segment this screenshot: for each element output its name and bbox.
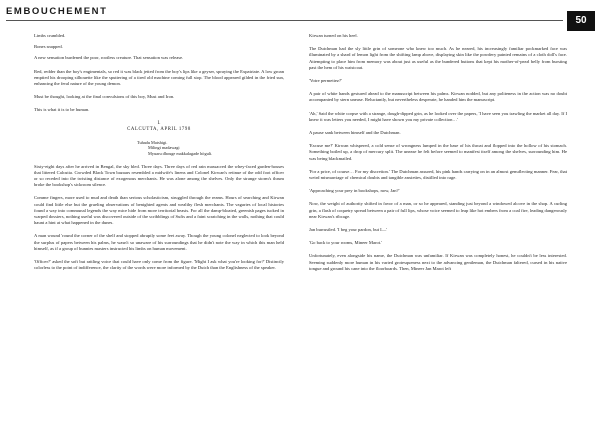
verse-line: Myuaru dhouge makkalagade höguli. [148,151,213,156]
chapter-caption: CALCUTTA, APRIL 1798 [127,127,191,133]
page-number: 50 [567,11,595,31]
book-title: EMBOUCHEMENT [6,6,108,17]
paragraph: This is what it is to be human. [34,107,90,113]
paragraph: The Dutchman had the sly little grin of someone who knew too much. As he neared, his increasingly familiar pockmarked face was illuminated by a shard of lemon light from the shifting lamp above, displaying skin like the powdery painted remains of a cloth doll's face. Attempting to place him from memory was about just as useful as the bundered buttons that kept his mother-of-pearl belly from bursting past the hem of his waistcoat. [309,46,567,70]
paragraph: Unfortunately, even alongside his name, the Dutchman was unfamiliar. If Kirwan was completely honest, he couldn't be less interested. Seeming suddenly more human in his varied grotesqueness next to the advancing gentleman, the Dutchman faltered, cursed in his native tongue and ground his cane into the floorboards. Then, Mineer Jan Marot left [309,253,567,271]
right-column [309,33,567,279]
paragraph: Now, the weight of authority shifted in favor of a man, or so he appeared, standing just beyond a windowed alcove in the shop. A curling grin, a flash of coquetry spread between a pair of full lips, whose voice seemed to leap like hot embers from a coal fire, leading dangerously near Kirwan's ribcage. [309,201,567,219]
paragraph: A pair of white hands gestured ahead to the manuscript between his palms. Kirwan nodded, but any politeness in the action was no doubt accompanied by stern unease. Reluctantly, but nevertheless desperate, he handed him the manuscript. [309,91,567,103]
chapter-heading [34,121,284,134]
paragraph: 'For a price, of course… For my discretion.' The Dutchman assured, his pink hands carrying on in an almost genuflecting manner. Fear, that weird mismarriage of chemical doubts and tangible anxieties, distilled into rage. [309,168,567,181]
paragraph: 'Votre permettez?' [309,78,342,84]
paragraph: Limbs crumbled. [34,33,66,38]
paragraph: Bones snapped. [34,44,63,50]
chapter-number: I. [157,120,161,126]
epigraph-verse [34,140,284,157]
header-rule [6,20,563,21]
paragraph: 'Ah,' Said the white corpse with a strange, dough-dipped grin, as he looked over the papers, 'I have seen you trawling the market all day. If I knew it was letters you needed, I might have shown you my private collection…' [309,110,567,122]
paragraph: 'Officer?' asked the soft but rattling voice that could have only come from the figure. 'Might I ask what you're looking for?' Distinctly colorless to the point of indifference, the clarity of the words were more informed by the Dutch than the Englishness of the speaker. [34,259,284,271]
paragraph: Red, redder than the boy's engimentals, so red it was black jetted from the boy's lips like a geyser, spraying the Expatriate. A low groan emptied his drooping silhouette like the sputtering of a tired old machine coming full stop. The blood appeared gilded in the fried sun, enhancing the feral nature of the young demon. [34,68,284,87]
paragraph: A pause sank between himself and the Dutchman. [309,130,401,136]
paragraph: 'Approaching your prey in bookshops, now, Jan?' [309,188,400,194]
paragraph: 'Excuse me?' Kirwan whispered, a cold sense of wrongness lumped in the base of his throat and flopped into the hollow of his stomach. Something boiled up, a drop of mercury split. The unease he felt before seemed to manifest itself among the shelves, surrounding him. He was being blackmailed. [309,143,567,161]
paragraph: Must be thought, looking at the final convulsions of this boy, Must and Iron. [34,94,175,100]
verse-line: Tuhadu Matshigi. [137,139,168,145]
paragraph: Comme fingers, more used to mud and death than serious scholasticism, struggled through the reams. Hours of searching and Kirwan could find little else but the grueling observations of benighted agents and wealthy flesh merchants. The vagaries of local histories found a way into communal legends the way mice hide from more territorial beasts. For all the damp-bloated, greenish pages tucked in warped dossiers, nothing useful was discovered outside of the scribblings of Sufis and a faint scratching in the walls, nothing that could haunt a hint at what happened in the dunes. [34,195,284,226]
paragraph: Kirwan turned on his heel. [309,33,358,38]
paragraph: A man wound 'round the corner of the shelf and stopped abruptly some feet away. Though the young colonel neglected to look beyond the surplus of papers between his palms, he wasn't so unaware of his surroundings that he didn't note the way in which this man held himself, as if a group of bunnies masters instructed his limbs on human movement. [34,233,284,251]
running-header [0,0,600,30]
paragraph: A new sensation burdened the poor, rootless creature. That sensation was release. [34,55,184,61]
verse-line: Milingi madawagi [148,145,180,151]
paragraph: Sixty-eight days after he arrived in Bengal, the sky bled. Three days. Three days of red rain massacred the whey-faced garden-houses that littered Calcutta. Crowded Black Town bazaars resembled a midwife's linens and Colonel Kirwan's retinue of the odd foot officer or so receded into the twisting distance of exogenous merchants. He was alone among the shelves. Only the strange storm's thrum broke the bookshop's sickroom silence. [34,163,284,188]
paragraph: 'Go back to your rooms, Mineer Marot.' [309,240,383,246]
left-column [34,33,284,278]
paragraph: Jan burrustled. 'I beg your pardon, but I—' [309,227,388,233]
